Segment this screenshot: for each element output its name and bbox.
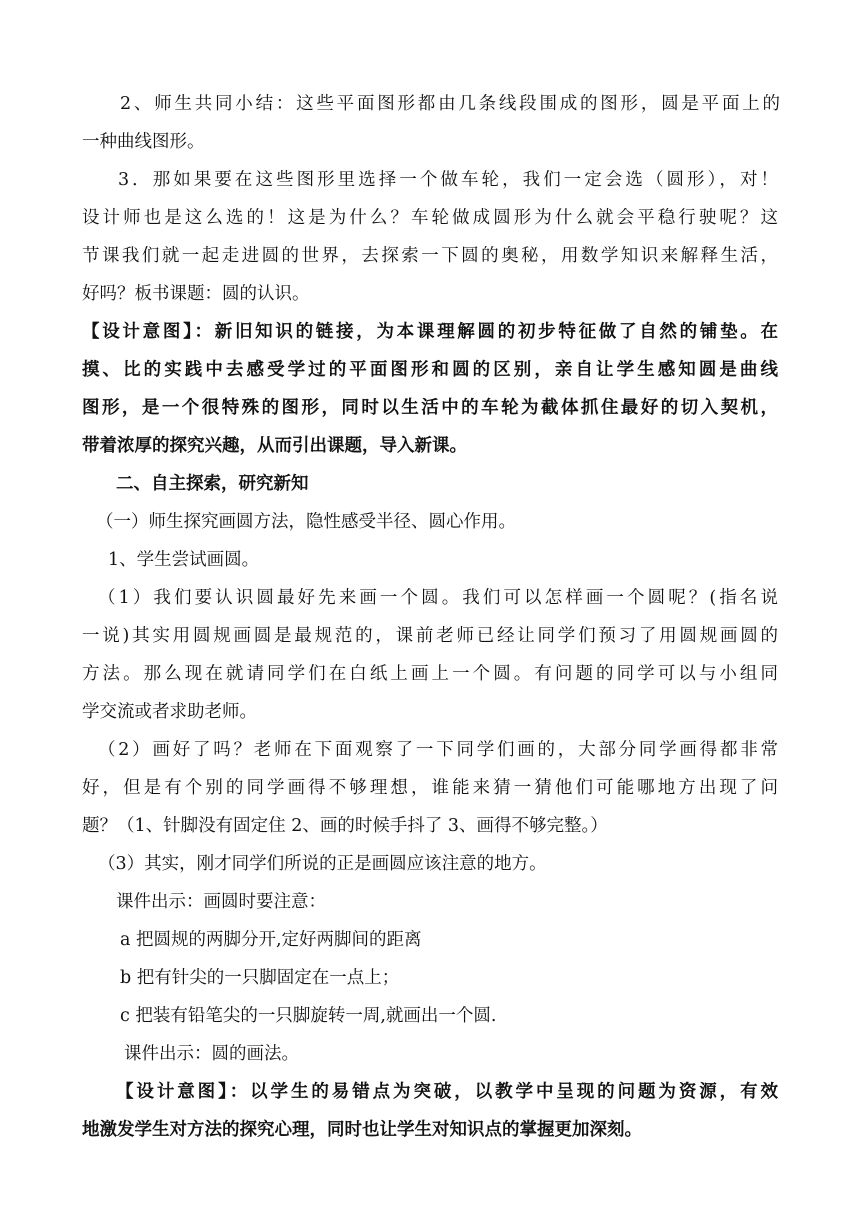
design-intent-1-line-3: 图形，是一个很特殊的图形，同时以生活中的车轮为截体抓住最好的切入契机，: [82, 398, 778, 418]
design-intent-1-line-4: 带着浓厚的探究兴趣，从而引出课题，导入新课。: [82, 436, 467, 456]
item-2-line-3: 题？（1、针脚没有固定住 2、画的时候手抖了 3、画得不够完整。）: [82, 816, 608, 836]
design-intent-2-line-1: 【设计意图】：以学生的易错点为突破，以教学中呈现的问题为资源，有效: [116, 1082, 778, 1102]
design-intent-1-line-2: 摸、比的实践中去感受学过的平面图形和圆的区别，亲自让学生感知圆是曲线: [82, 360, 778, 380]
item-3-line-1: （3）其实，刚才同学们所说的正是画圆应该注意的地方。: [98, 854, 547, 874]
item-1-line-2: 一说)其实用圆规画圆是最规范的，课前老师已经让同学们预习了用圆规画圆的: [82, 626, 778, 646]
item-2-line-2: 好，但是有个别的同学画得不够理想，谁能来猜一猜他们可能哪地方出现了问: [82, 778, 778, 798]
paragraph-2-line-2: 设计师也是这么选的！这是为什么？车轮做成圆形为什么就会平稳行驶呢？这: [82, 208, 778, 228]
courseware-note: 课件出示：画圆时要注意：: [116, 892, 326, 912]
courseware-method: 课件出示：圆的画法。: [124, 1044, 299, 1064]
step-1-heading: 1、学生尝试画圆。: [108, 550, 260, 570]
paragraph-2-line-1: 3．那如果要在这些图形里选择一个做车轮，我们一定会选（圆形），对！: [118, 170, 778, 190]
paragraph-1-line-1: 2、师生共同小结：这些平面图形都由几条线段围成的图形，圆是平面上的: [120, 94, 780, 114]
item-1-line-4: 学交流或者求助老师。: [82, 702, 257, 722]
design-intent-2-line-2: 地激发学生对方法的探究心理，同时也让学生对知识点的掌握更加深刻。: [82, 1120, 642, 1140]
list-item-c: c 把装有铅笔尖的一只脚旋转一周,就画出一个圆.: [120, 1006, 497, 1026]
item-2-line-1: （2）画好了吗？老师在下面观察了一下同学们画的，大部分同学画得都非常: [98, 740, 778, 760]
list-item-a: a 把圆规的两脚分开,定好两脚间的距离: [120, 930, 422, 950]
item-1-line-3: 方法。那么现在就请同学们在白纸上画上一个圆。有问题的同学可以与小组同: [82, 664, 778, 684]
section-heading: 二、自主探索，研究新知: [116, 474, 309, 494]
paragraph-1-line-2: 一种曲线图形。: [82, 132, 205, 152]
list-item-b: b 把有针尖的一只脚固定在一点上；: [120, 968, 400, 988]
subsection-heading: （一）师生探究画圆方法，隐性感受半径、圆心作用。: [96, 512, 516, 532]
paragraph-2-line-4: 好吗？板书课题：圆的认识。: [82, 284, 310, 304]
design-intent-1-line-1: 【设计意图】：新旧知识的链接，为本课理解圆的初步特征做了自然的铺垫。在: [82, 322, 778, 342]
paragraph-2-line-3: 节课我们就一起走进圆的世界，去探索一下圆的奥秘，用数学知识来解释生活，: [82, 246, 778, 266]
item-1-line-1: （1）我们要认识圆最好先来画一个圆。我们可以怎样画一个圆呢？(指名说: [98, 588, 778, 608]
